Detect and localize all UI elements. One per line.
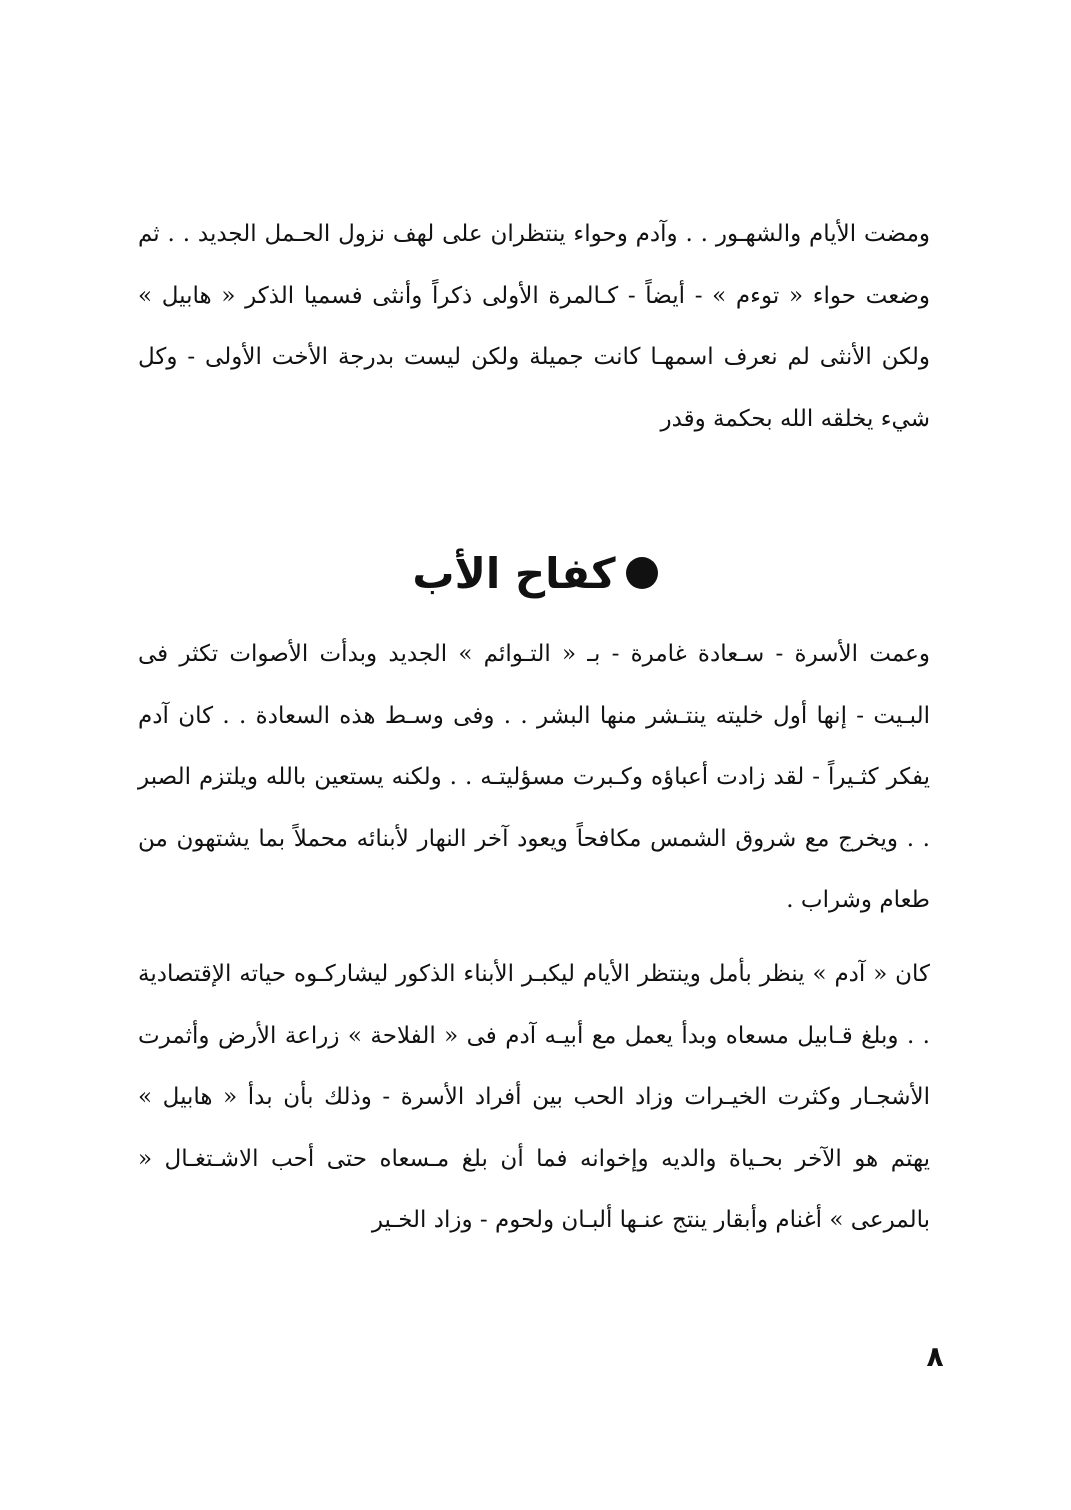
body-paragraph	[138, 944, 930, 1252]
page-number: ٨	[926, 1340, 944, 1373]
body-paragraph	[138, 624, 930, 932]
section-heading	[380, 538, 690, 608]
paragraph-text: وعمت الأسرة - سـعادة غامرة - بـ « التـوائم » الجديد وبدأت الأصوات تكثر فى البـيت - إنها أول خليته ينتـشر منها البشر . . وفى وسـط هذه السعادة . . كان آدم يفكر كثـيراً - لقد زادت أعباؤه وكـبرت مسؤليتـه . . ولكنه يستعين بالله ويلتزم الصبر . . ويخرج مع شروق الشمس مكافحاً ويعود آخر النهار لأبنائه محملاً بما يشتهون من طعام وشراب .	[138, 641, 930, 914]
paragraph-text: كان « آدم » ينظر بأمل وينتظر الأيام ليكبـر الأبناء الذكور ليشاركـوه حياته الإقتصادية . . وبلغ قـابيل مسعاه وبدأ يعمل مع أبيـه آدم فى « الفلاحة » زراعة الأرض وأثمرت الأشجـار وكثرت الخيـرات وزاد الحب بين أفراد الأسرة - وذلك بأن بدأ « هابيل » يهتم هو الآخر بحـياة والديه وإخوانه فما أن بلغ مـسعاه حتى أحب الاشـتغـال « بالمرعى » أغنام وأبقار ينتج عنـها ألبـان ولحوم - وزاد الخـير	[138, 961, 930, 1234]
body-paragraph	[138, 204, 930, 450]
paragraph-text: ومضت الأيام والشهـور . . وآدم وحواء ينتظران على لهف نزول الحـمل الجديد . . ثم وضعت حواء « توءم » - أيضاً - كـالمرة الأولى ذكراً وأنثى فسميا الذكر « هابيل » ولكن الأنثى لم نعرف اسمهـا كانت جميلة ولكن ليست بدرجة الأخت الأولى - وكل شيء يخلقه الله بحكمة وقدر	[138, 221, 930, 432]
bullet-icon	[626, 557, 658, 589]
section-heading-text: كفاح الأب	[412, 548, 616, 598]
